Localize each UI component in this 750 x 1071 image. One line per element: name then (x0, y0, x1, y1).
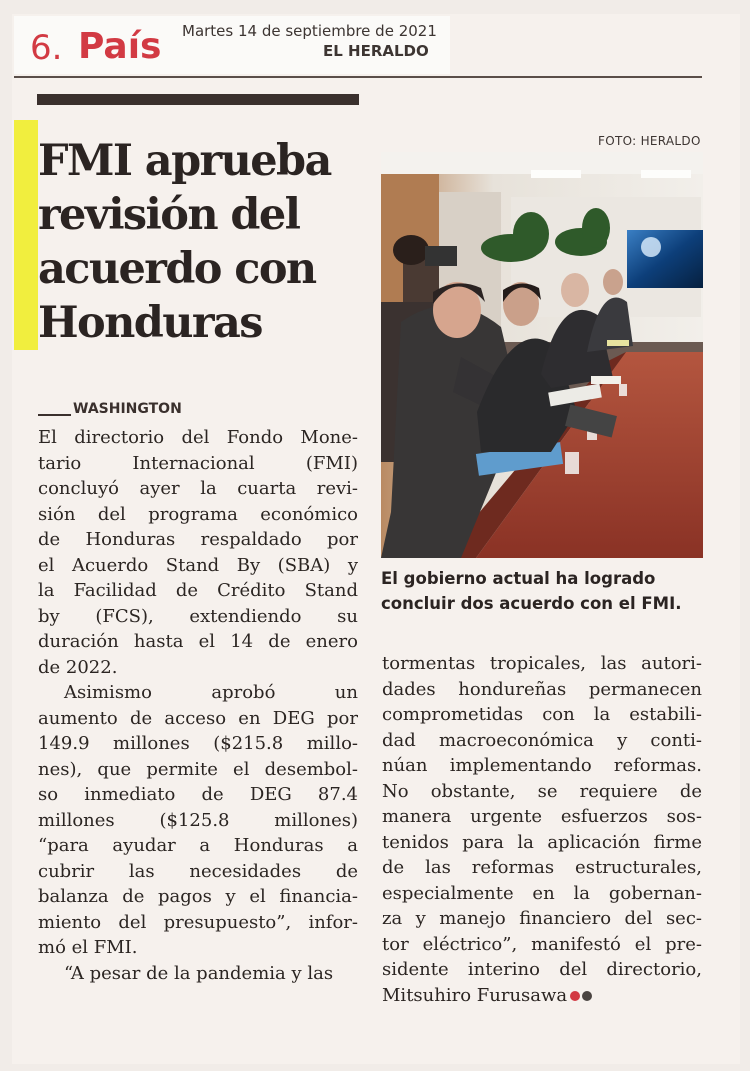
article-text-line: aumento de acceso en DEG por (38, 707, 358, 729)
article-text-line: Mitsuhiro Furusawa (382, 984, 568, 1006)
article-text-line: de 2022. (38, 656, 118, 678)
photo-caption (381, 566, 711, 616)
article-text-line: dades hondureñas permanecen (382, 678, 702, 700)
issue-date: Martes 14 de septiembre de 2021 (182, 22, 437, 40)
article-text-line: tormentas tropicales, las autori- (382, 653, 702, 674)
article-text-line (382, 983, 702, 1009)
article-text-line: núan implementando reformas. (382, 755, 702, 776)
headline-line: Honduras (38, 298, 262, 348)
article-text-line: especialmente en la gobernan- (382, 882, 702, 904)
article-text-line: duración hasta el 14 de enero (38, 631, 358, 652)
article-text-line: sión del programa económico (38, 503, 358, 525)
article-text-line: millones ($125.8 millones) (38, 809, 358, 831)
article-text-line: tario Internacional (FMI) (38, 452, 358, 474)
dateline: WASHINGTON (73, 401, 182, 417)
article-text-line: cubrir las necesidades de (38, 860, 358, 882)
article-text-line: za y manejo financiero del sec- (382, 908, 702, 929)
end-of-article-icon (570, 983, 594, 1009)
article-text-line: comprometidas con la estabili- (382, 704, 702, 725)
headline-line: FMI aprueba (38, 136, 331, 186)
article-text-line: tor eléctrico”, manifestó el pre- (382, 933, 702, 955)
article-text-line: so inmediato de DEG 87.4 (38, 784, 358, 805)
publication-name: EL HERALDO (323, 42, 429, 60)
caption-line: El gobierno actual ha logrado (381, 569, 656, 588)
article-text-line: de las reformas estructurales, (382, 857, 702, 878)
article-text-line: No obstante, se requiere de (382, 780, 702, 802)
article-text-line: nes), que permite el desembol- (38, 758, 358, 780)
header-rule (14, 76, 702, 78)
caption-line: concluir dos acuerdo con el FMI. (381, 594, 682, 613)
dateline-rule (38, 414, 71, 416)
article-text-line: el Acuerdo Stand By (SBA) y (38, 554, 358, 576)
article-text-line: dad macroeconómica y conti- (382, 729, 702, 751)
headline (38, 134, 368, 350)
article-text-line: la Facilidad de Crédito Stand (38, 580, 358, 601)
article-text-line: de Honduras respaldado por (38, 529, 358, 550)
headline-line: revisión del (38, 190, 300, 240)
meeting-photo (381, 152, 703, 558)
page-number: 6. (30, 28, 63, 68)
article-text-line: manera urgente esfuerzos sos- (382, 806, 702, 827)
article-text-line: balanza de pagos y el financia- (38, 886, 358, 907)
article-text-line: Asimismo aprobó un (64, 682, 358, 703)
article-text-line: tenidos para la aplicación firme (382, 831, 702, 853)
section-title: País (78, 26, 162, 67)
yellow-highlight-mark (14, 120, 38, 350)
article-text-line: “para ayudar a Honduras a (38, 835, 358, 856)
article-column-right (382, 651, 702, 1008)
article-text-line: sidente interino del directorio, (382, 959, 702, 980)
article-text-line: by (FCS), extendiendo su (38, 605, 358, 627)
headline-bar (37, 94, 359, 105)
article-text-line: mó el FMI. (38, 937, 138, 958)
headline-line: acuerdo con (38, 244, 316, 294)
photo-credit: FOTO: HERALDO (598, 134, 701, 148)
article-text-line: El directorio del Fondo Mone- (38, 427, 358, 448)
article-text-line: miento del presupuesto”, infor- (38, 911, 358, 933)
article-text-line: “A pesar de la pandemia y las (64, 962, 334, 984)
article-column-left (38, 425, 358, 986)
article-text-line: 149.9 millones ($215.8 millo- (38, 733, 358, 754)
article-text-line: concluyó ayer la cuarta revi- (38, 478, 358, 499)
